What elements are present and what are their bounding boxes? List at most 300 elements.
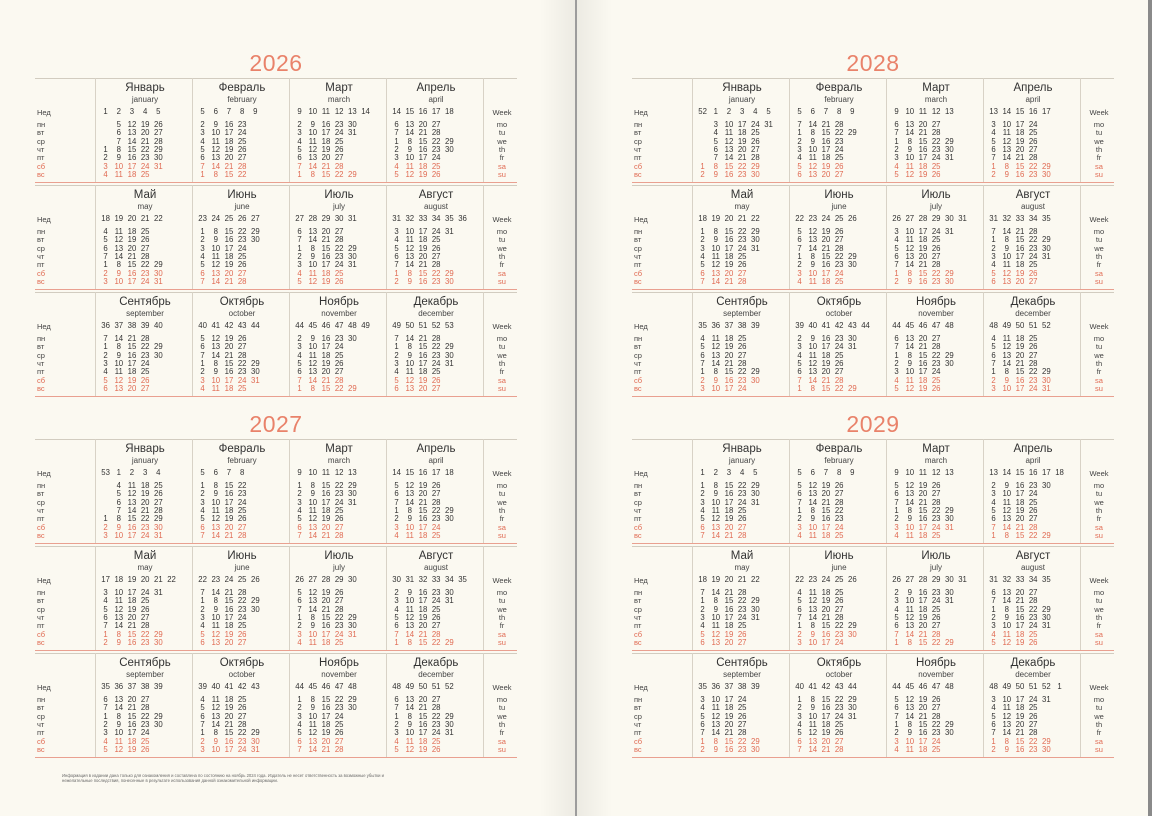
day-cell: 24 bbox=[834, 342, 844, 352]
day-cell: 12 bbox=[114, 604, 124, 614]
day-cell: 23 bbox=[834, 136, 844, 146]
day-cell: 28 bbox=[751, 153, 760, 163]
day-cell: 24 bbox=[1028, 489, 1038, 499]
day-cell: 1 bbox=[700, 367, 705, 377]
day-cell: 11 bbox=[211, 695, 220, 704]
month-name-en: september bbox=[723, 670, 761, 679]
weekday-label-ru: чт bbox=[634, 612, 642, 622]
day-cell: 24 bbox=[834, 637, 844, 647]
month-name-ru: Февраль bbox=[218, 82, 266, 94]
day-cell: 26 bbox=[431, 481, 441, 490]
day-cell: 12 bbox=[308, 358, 318, 368]
week-number: 17 bbox=[1042, 107, 1051, 116]
weekday-label-ru: чт bbox=[37, 251, 45, 261]
month-name-en: may bbox=[734, 202, 750, 211]
day-cell: 27 bbox=[237, 522, 247, 532]
day-cell: 22 bbox=[931, 350, 941, 360]
day-cell: 17 bbox=[321, 128, 331, 138]
day-cell: 13 bbox=[1002, 276, 1012, 286]
day-cell: 12 bbox=[905, 169, 915, 179]
day-cell: 19 bbox=[821, 227, 831, 236]
day-cell: 25 bbox=[140, 736, 150, 746]
day-cell: 5 bbox=[116, 489, 121, 499]
week-number: 30 bbox=[945, 214, 954, 223]
day-cell: 7 bbox=[394, 334, 399, 343]
quarter-bottom-rule bbox=[35, 182, 517, 183]
day-cell: 2 bbox=[200, 367, 205, 377]
day-cell: 16 bbox=[1015, 481, 1025, 490]
day-cell: 23 bbox=[931, 588, 941, 597]
day-cell: 10 bbox=[1002, 383, 1012, 393]
day-cell: 24 bbox=[431, 728, 441, 738]
week-number: 28 bbox=[308, 214, 318, 223]
day-cell: 13 bbox=[905, 703, 915, 713]
day-cell: 3 bbox=[894, 367, 899, 377]
day-cell: 31 bbox=[751, 243, 760, 253]
week-number: 9 bbox=[253, 107, 258, 116]
day-cell: 20 bbox=[918, 703, 928, 713]
week-numbers bbox=[890, 682, 986, 691]
week-number: 14 bbox=[361, 107, 370, 116]
day-cell: 17 bbox=[821, 268, 831, 278]
day-cell: 4 bbox=[200, 383, 205, 393]
weekday-label-en: we bbox=[497, 497, 507, 507]
day-cell: 29 bbox=[848, 383, 857, 393]
day-cell: 6 bbox=[297, 367, 302, 377]
week-number: 50 bbox=[1015, 682, 1025, 691]
day-cell: 18 bbox=[418, 736, 428, 746]
weekday-label-en: mo bbox=[496, 227, 508, 236]
day-cell: 30 bbox=[751, 744, 760, 754]
day-cell: 9 bbox=[810, 334, 815, 343]
day-cell: 14 bbox=[905, 128, 915, 138]
day-cell: 20 bbox=[821, 489, 831, 499]
day-cell: 8 bbox=[713, 736, 718, 746]
day-cell: 12 bbox=[905, 481, 915, 490]
weekday-label-en: th bbox=[498, 358, 506, 368]
day-cell: 29 bbox=[251, 728, 260, 738]
day-cell: 19 bbox=[821, 358, 831, 368]
day-cell: 28 bbox=[237, 350, 247, 360]
day-cell: 2 bbox=[103, 719, 108, 729]
day-cell: 3 bbox=[103, 161, 108, 171]
day-cell: 22 bbox=[931, 136, 941, 146]
weekday-label-ru: пт bbox=[37, 728, 45, 738]
day-cell: 5 bbox=[700, 342, 705, 352]
week-label-en: Week bbox=[492, 469, 512, 478]
week-numbers bbox=[987, 214, 1083, 223]
month-name-en: october bbox=[228, 309, 256, 318]
weekday-label-ru: вс bbox=[37, 744, 45, 754]
day-cell: 4 bbox=[103, 227, 108, 236]
day-cell: 28 bbox=[931, 342, 941, 352]
day-cell: 5 bbox=[116, 120, 121, 129]
day-cell: 20 bbox=[918, 489, 928, 499]
week-number: 9 bbox=[850, 468, 855, 477]
weekday-label-en: tu bbox=[498, 489, 506, 499]
day-cell: 2 bbox=[700, 375, 705, 385]
week-number: 12 bbox=[931, 107, 941, 116]
day-cell: 22 bbox=[1028, 604, 1038, 614]
weekday-label-ru: сб bbox=[634, 375, 643, 385]
weekday-label-ru: пн bbox=[634, 481, 643, 490]
week-number: 25 bbox=[834, 575, 844, 584]
day-cell: 24 bbox=[1028, 695, 1038, 704]
quarter-block bbox=[632, 292, 1114, 399]
day-cell: 7 bbox=[116, 505, 121, 515]
day-cell: 9 bbox=[116, 637, 121, 647]
weekday-label-en: fr bbox=[1096, 153, 1102, 163]
month-name-en: january bbox=[131, 95, 159, 104]
quarter-bottom-rule bbox=[35, 543, 517, 544]
day-cell: 3 bbox=[797, 342, 802, 352]
day-cell: 30 bbox=[1042, 481, 1051, 490]
day-cell: 11 bbox=[711, 505, 720, 515]
day-cell: 27 bbox=[431, 695, 441, 704]
day-cell: 25 bbox=[737, 251, 747, 261]
day-cell: 9 bbox=[213, 120, 218, 129]
month-name-en: september bbox=[723, 309, 761, 318]
day-cell: 1 bbox=[700, 481, 705, 490]
day-cell: 4 bbox=[200, 505, 205, 515]
day-cell: 13 bbox=[211, 711, 221, 721]
day-cell: 8 bbox=[407, 637, 412, 647]
day-cell: 28 bbox=[431, 703, 441, 713]
day-cell: 25 bbox=[834, 350, 844, 360]
day-cell: 2 bbox=[103, 637, 108, 647]
day-cell: 22 bbox=[931, 268, 941, 278]
day-cell: 19 bbox=[821, 596, 831, 606]
weekday-label-ru: пн bbox=[634, 120, 643, 129]
week-number: 10 bbox=[308, 107, 318, 116]
day-cell: 18 bbox=[127, 169, 137, 179]
day-cell: 8 bbox=[310, 612, 315, 622]
week-number: 22 bbox=[751, 214, 760, 223]
month-name-ru: Декабрь bbox=[1010, 657, 1056, 669]
day-cell: 26 bbox=[931, 612, 941, 622]
day-cell: 24 bbox=[334, 260, 344, 270]
day-cell: 17 bbox=[1015, 621, 1025, 631]
week-numbers bbox=[293, 214, 389, 223]
day-cell: 9 bbox=[907, 588, 912, 597]
quarter-block bbox=[632, 439, 1114, 546]
day-cell: 18 bbox=[321, 719, 331, 729]
weekday-label-ru: вс bbox=[37, 637, 45, 647]
day-cell: 22 bbox=[431, 505, 441, 515]
day-cell: 31 bbox=[445, 227, 454, 236]
day-cell: 10 bbox=[905, 596, 915, 606]
day-cell: 18 bbox=[821, 276, 831, 286]
day-cell: 18 bbox=[821, 530, 831, 540]
day-cell: 21 bbox=[821, 243, 831, 253]
day-cell: 2 bbox=[394, 144, 399, 154]
day-cell: 18 bbox=[321, 350, 331, 360]
day-cell: 6 bbox=[116, 128, 121, 138]
day-cell: 7 bbox=[700, 728, 705, 738]
day-cell: 1 bbox=[200, 481, 205, 490]
day-cell: 14 bbox=[405, 497, 415, 507]
weekday-label-ru: сб bbox=[634, 736, 643, 746]
month-name-ru: Август bbox=[1015, 189, 1051, 201]
day-cell: 10 bbox=[114, 358, 124, 368]
week-number: 24 bbox=[211, 214, 221, 223]
week-number: 2 bbox=[726, 107, 732, 116]
day-cell: 16 bbox=[127, 637, 137, 647]
column-divider bbox=[692, 78, 693, 182]
day-cell: 15 bbox=[224, 227, 234, 236]
week-number: 15 bbox=[405, 468, 415, 477]
day-cell: 17 bbox=[418, 596, 428, 606]
year-block bbox=[632, 411, 1114, 754]
day-cell: 8 bbox=[407, 711, 412, 721]
day-cell: 12 bbox=[808, 728, 818, 738]
week-numbers bbox=[99, 468, 195, 477]
day-cell: 23 bbox=[737, 169, 747, 179]
day-cell: 5 bbox=[103, 375, 108, 385]
day-cell: 23 bbox=[237, 736, 247, 746]
day-cell: 23 bbox=[431, 350, 441, 360]
day-cell: 15 bbox=[724, 227, 734, 236]
weekday-label-ru: сб bbox=[634, 161, 643, 171]
day-cell: 27 bbox=[751, 144, 760, 154]
month-name-en: july bbox=[929, 563, 942, 572]
day-cell: 31 bbox=[154, 161, 163, 171]
day-cell: 15 bbox=[127, 260, 137, 270]
weekday-label-ru: пн bbox=[37, 334, 46, 343]
day-cell: 19 bbox=[321, 588, 331, 597]
day-cell: 12 bbox=[211, 144, 221, 154]
day-cell: 16 bbox=[418, 588, 428, 597]
day-cell: 12 bbox=[1002, 711, 1012, 721]
day-cell: 18 bbox=[224, 621, 234, 631]
week-label-ru: Нед bbox=[37, 215, 51, 224]
month-name-en: march bbox=[924, 456, 948, 465]
column-divider bbox=[692, 439, 693, 543]
week-label-en: Week bbox=[1089, 576, 1109, 585]
day-cell: 15 bbox=[918, 637, 928, 647]
day-cell: 29 bbox=[1042, 604, 1051, 614]
day-cell: 28 bbox=[834, 375, 844, 385]
day-cell: 7 bbox=[103, 703, 108, 713]
day-cell: 28 bbox=[334, 161, 344, 171]
day-cell: 14 bbox=[211, 350, 221, 360]
day-cell: 22 bbox=[334, 695, 344, 704]
day-cell: 22 bbox=[334, 481, 344, 490]
month-name-ru: Апрель bbox=[416, 82, 456, 94]
day-cell: 14 bbox=[1002, 153, 1012, 163]
day-cell: 30 bbox=[154, 268, 163, 278]
day-cell: 16 bbox=[821, 334, 831, 343]
week-number: 10 bbox=[905, 468, 915, 477]
day-cell: 12 bbox=[711, 629, 721, 639]
day-cell: 13 bbox=[308, 596, 318, 606]
week-label-en: Week bbox=[492, 215, 512, 224]
month-name-ru: Ноябрь bbox=[319, 657, 359, 669]
week-number: 23 bbox=[211, 575, 221, 584]
day-cell: 1 bbox=[103, 711, 108, 721]
day-cell: 14 bbox=[711, 358, 721, 368]
day-cell: 15 bbox=[127, 342, 137, 352]
day-cell: 24 bbox=[737, 243, 747, 253]
day-cell: 19 bbox=[418, 744, 428, 754]
day-cell: 25 bbox=[334, 350, 344, 360]
day-cell: 18 bbox=[418, 235, 428, 245]
day-cell: 28 bbox=[334, 744, 344, 754]
day-cell: 20 bbox=[918, 621, 928, 631]
day-cell: 14 bbox=[724, 153, 734, 163]
day-cell: 15 bbox=[418, 637, 428, 647]
day-cell: 18 bbox=[724, 334, 734, 343]
day-cell: 29 bbox=[445, 268, 454, 278]
day-cell: 2 bbox=[797, 334, 802, 343]
day-cell: 8 bbox=[213, 481, 218, 490]
day-cell: 27 bbox=[931, 621, 941, 631]
week-number: 5 bbox=[766, 107, 771, 116]
weekday-label-ru: чт bbox=[634, 719, 642, 729]
week-number: 44 bbox=[861, 321, 870, 330]
day-cell: 29 bbox=[348, 481, 357, 490]
day-cell: 20 bbox=[1015, 514, 1025, 524]
day-cell: 16 bbox=[321, 621, 331, 631]
day-cell: 9 bbox=[407, 144, 412, 154]
day-cell: 16 bbox=[724, 489, 734, 499]
day-cell: 23 bbox=[334, 120, 344, 129]
week-label-en: Week bbox=[492, 322, 512, 331]
day-cell: 20 bbox=[1015, 719, 1025, 729]
column-divider bbox=[692, 185, 693, 289]
day-cell: 8 bbox=[310, 383, 315, 393]
day-cell: 15 bbox=[127, 144, 137, 154]
day-row bbox=[390, 638, 486, 647]
week-number: 51 bbox=[1028, 321, 1038, 330]
day-cell: 16 bbox=[224, 367, 234, 377]
day-cell: 22 bbox=[334, 243, 344, 253]
day-cell: 8 bbox=[116, 629, 121, 639]
week-number: 32 bbox=[1002, 575, 1012, 584]
week-number: 12 bbox=[931, 468, 941, 477]
day-cell: 11 bbox=[905, 604, 914, 614]
day-cell: 18 bbox=[224, 505, 234, 515]
week-number: 7 bbox=[823, 107, 829, 116]
day-cell: 22 bbox=[237, 481, 247, 490]
week-number: 21 bbox=[737, 214, 747, 223]
day-cell: 19 bbox=[321, 514, 331, 524]
day-cell: 18 bbox=[321, 505, 331, 515]
day-cell: 23 bbox=[334, 251, 344, 261]
day-cell: 13 bbox=[114, 695, 124, 704]
day-cell: 2 bbox=[297, 489, 302, 499]
day-cell: 11 bbox=[211, 136, 220, 146]
day-cell: 15 bbox=[821, 251, 831, 261]
day-cell: 4 bbox=[797, 719, 802, 729]
day-row bbox=[696, 277, 792, 286]
week-number: 5 bbox=[200, 107, 205, 116]
week-number: 18 bbox=[445, 468, 454, 477]
day-cell: 11 bbox=[711, 251, 720, 261]
day-cell: 22 bbox=[237, 728, 247, 738]
day-cell: 13 bbox=[308, 153, 318, 163]
quarter-block bbox=[35, 439, 517, 546]
day-cell: 13 bbox=[711, 268, 721, 278]
day-cell: 5 bbox=[394, 744, 399, 754]
day-cell: 2 bbox=[200, 604, 205, 614]
day-cell: 12 bbox=[1002, 268, 1012, 278]
day-cell: 1 bbox=[894, 505, 899, 515]
day-cell: 12 bbox=[1002, 505, 1012, 515]
day-cell: 28 bbox=[334, 375, 344, 385]
day-cell: 30 bbox=[154, 637, 163, 647]
day-cell: 29 bbox=[1042, 367, 1051, 377]
weekday-label-en: mo bbox=[1093, 334, 1105, 343]
day-cell: 17 bbox=[724, 383, 734, 393]
day-cell: 25 bbox=[1028, 497, 1038, 507]
day-cell: 22 bbox=[140, 514, 150, 524]
day-cell: 5 bbox=[200, 260, 205, 270]
day-cell: 24 bbox=[1028, 120, 1038, 129]
day-cell: 21 bbox=[821, 744, 831, 754]
day-cell: 19 bbox=[737, 136, 747, 146]
day-cell: 14 bbox=[308, 604, 318, 614]
day-cell: 6 bbox=[894, 489, 899, 499]
weekday-label-ru: ср bbox=[37, 243, 45, 253]
day-cell: 21 bbox=[724, 358, 734, 368]
day-cell: 6 bbox=[700, 350, 705, 360]
day-cell: 18 bbox=[724, 251, 734, 261]
day-cell: 13 bbox=[405, 251, 415, 261]
day-cell: 23 bbox=[737, 604, 747, 614]
quarter-block bbox=[35, 546, 517, 653]
day-cell: 8 bbox=[907, 350, 912, 360]
day-cell: 25 bbox=[1028, 629, 1038, 639]
day-cell: 9 bbox=[810, 260, 815, 270]
day-cell: 29 bbox=[154, 260, 163, 270]
week-numbers bbox=[987, 468, 1083, 477]
day-cell: 25 bbox=[834, 530, 844, 540]
day-cell: 13 bbox=[211, 153, 221, 163]
day-row bbox=[987, 170, 1083, 179]
day-cell: 8 bbox=[907, 637, 912, 647]
day-cell: 3 bbox=[894, 153, 899, 163]
week-number: 49 bbox=[1002, 321, 1012, 330]
week-label-en: Week bbox=[1089, 683, 1109, 692]
day-cell: 1 bbox=[797, 505, 802, 515]
day-cell: 5 bbox=[700, 629, 705, 639]
day-cell: 18 bbox=[127, 736, 137, 746]
day-cell: 12 bbox=[308, 276, 318, 286]
day-cell: 26 bbox=[1028, 505, 1038, 515]
day-cell: 24 bbox=[931, 736, 941, 746]
day-cell: 28 bbox=[431, 128, 441, 138]
day-cell: 2 bbox=[894, 728, 899, 738]
day-cell: 15 bbox=[418, 268, 428, 278]
day-cell: 7 bbox=[700, 588, 705, 597]
day-cell: 19 bbox=[140, 120, 150, 129]
week-numbers bbox=[196, 214, 292, 223]
day-cell: 5 bbox=[394, 243, 399, 253]
day-cell: 11 bbox=[211, 251, 220, 261]
day-cell: 10 bbox=[711, 497, 721, 507]
day-cell: 26 bbox=[1028, 637, 1038, 647]
day-cell: 22 bbox=[237, 596, 247, 606]
column-divider bbox=[95, 653, 96, 757]
day-cell: 14 bbox=[405, 128, 415, 138]
week-numbers bbox=[390, 214, 486, 223]
weekday-label-en: sa bbox=[498, 522, 506, 532]
day-cell: 3 bbox=[991, 120, 996, 129]
quarter-top-rule bbox=[632, 439, 1114, 440]
day-cell: 9 bbox=[907, 728, 912, 738]
day-cell: 18 bbox=[918, 375, 928, 385]
